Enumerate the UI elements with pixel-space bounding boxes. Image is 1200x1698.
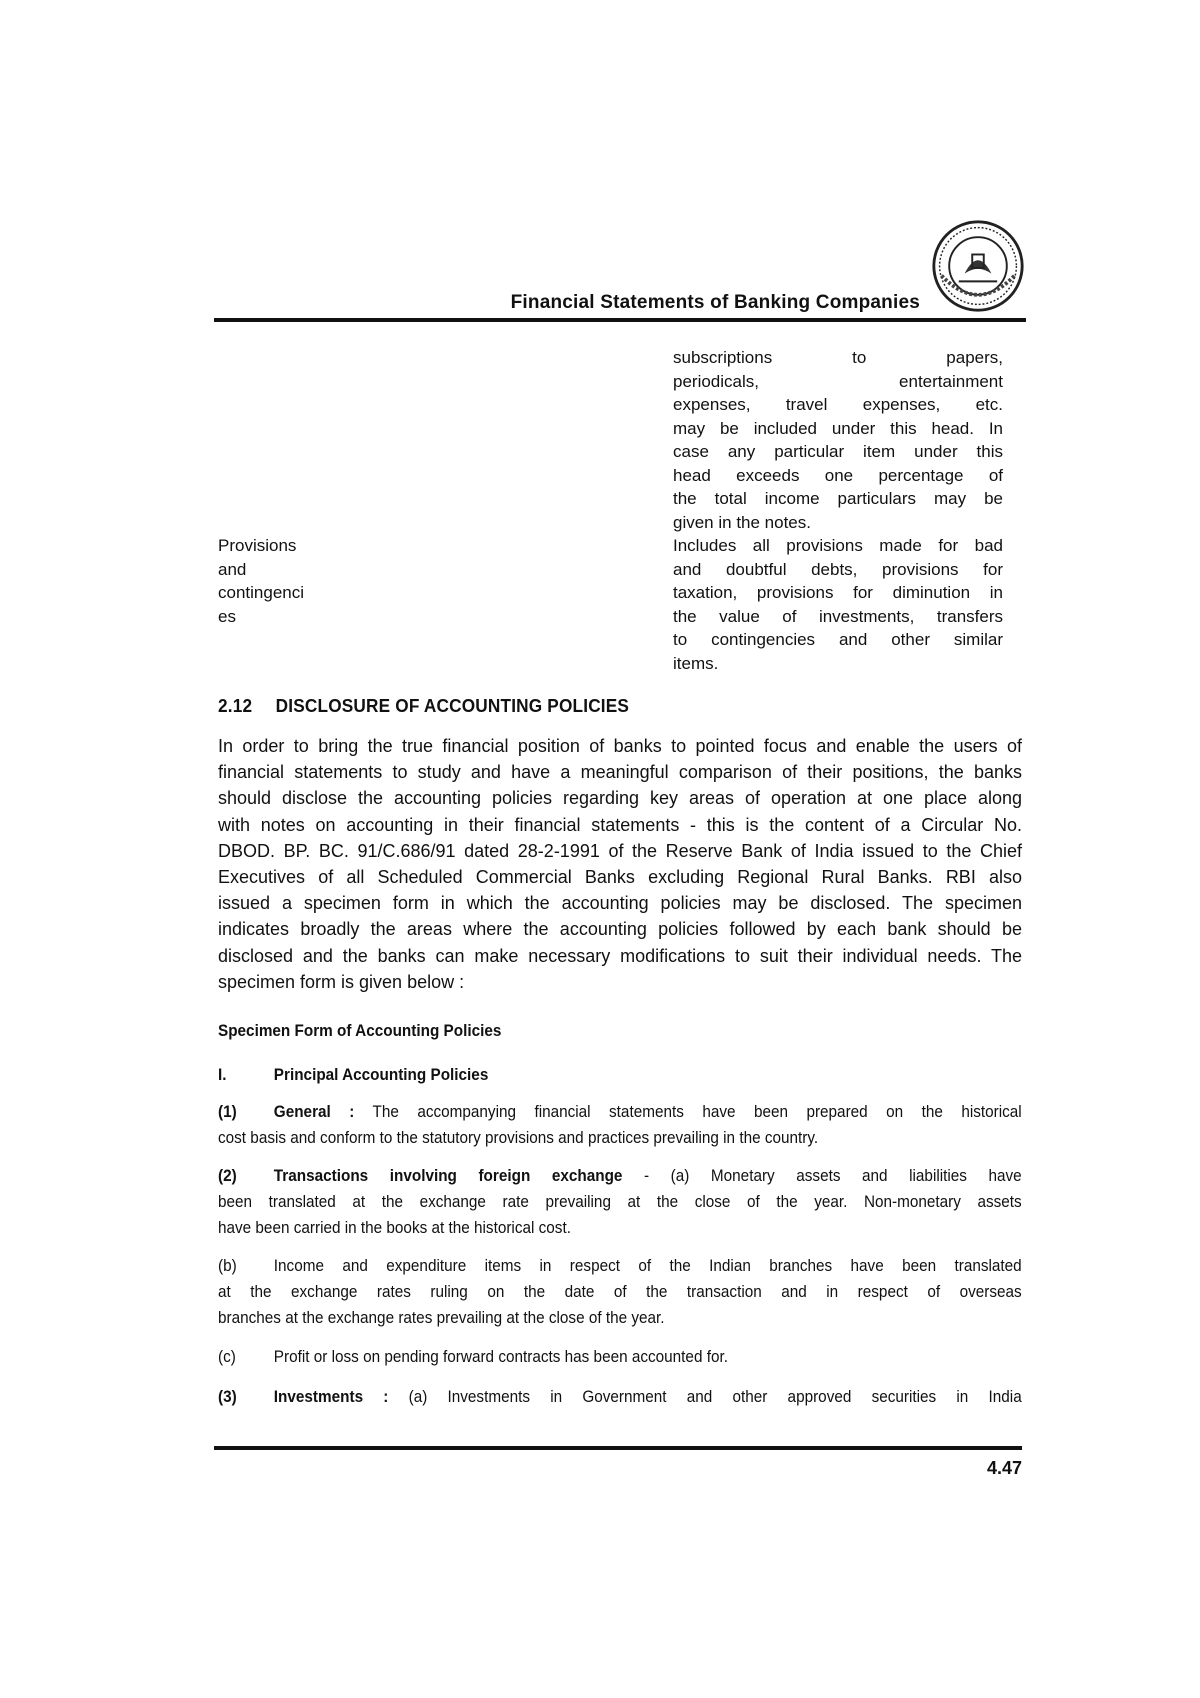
- running-header-title: Financial Statements of Banking Companies: [510, 292, 920, 313]
- paragraph-line: should disclose the accounting policies regarding key areas of operation at one place along: [218, 788, 1022, 809]
- paragraph-line: Executives of all Scheduled Commercial Banks excluding Regional Rural Banks. RBI also: [218, 867, 1022, 888]
- label-line: and: [218, 559, 247, 579]
- section-title: DISCLOSURE OF ACCOUNTING POLICIES: [275, 695, 630, 716]
- item-line: [218, 1344, 1022, 1370]
- item-text: The accompanying financial statements have been prepared on the historical: [372, 1102, 1022, 1121]
- paragraph-line: with notes on accounting in their financial statements - this is the content of a Circular No.: [218, 814, 1022, 835]
- description-line: case any particular item under this: [673, 442, 1003, 461]
- item-line: [218, 1163, 1022, 1189]
- table-row-label: [218, 534, 328, 628]
- footer-rule: [214, 1446, 1022, 1450]
- part-number: I.: [218, 1065, 227, 1084]
- label-line: Provisions: [218, 536, 297, 555]
- paragraph-line: issued a specimen form in which the accounting policies may be disclosed. The specimen: [218, 893, 1022, 914]
- item-text: - (a) Monetary assets and liabilities have: [622, 1166, 1022, 1185]
- section-paragraph: [218, 733, 1022, 995]
- paragraph-line: disclosed and the banks can make necessary modifications to suit their individual needs. The: [218, 945, 1022, 966]
- item-text: Profit or loss on pending forward contracts has been accounted for.: [273, 1347, 728, 1366]
- item-number: (3): [218, 1387, 237, 1406]
- table-description-column: [673, 346, 1003, 675]
- part-title: Principal Accounting Policies: [273, 1065, 489, 1084]
- paragraph-line: In order to bring the true financial position of banks to pointed focus and enable the users of: [218, 736, 1022, 756]
- item-label: Transactions involving foreign exchange: [273, 1166, 623, 1185]
- paragraph-line: DBOD. BP. BC. 91/C.686/91 dated 28-2-1991 of the Reserve Bank of India issued to the Chief: [218, 840, 1022, 861]
- item-number: (b): [218, 1256, 237, 1275]
- item-line: been translated at the exchange rate prevailing at the close of the year. Non-monetary assets: [218, 1192, 1022, 1212]
- item-foreign-exchange: [218, 1163, 1022, 1242]
- description-line: and doubtful debts, provisions for: [673, 559, 1003, 579]
- item-investments: [218, 1384, 1022, 1410]
- description-line: periodicals, entertainment: [673, 371, 1003, 391]
- item-number: (2): [218, 1166, 237, 1185]
- item-line: [218, 1384, 1022, 1410]
- description-line: items.: [673, 653, 719, 673]
- label-line: contingenci: [218, 583, 305, 602]
- item-general: [218, 1099, 1022, 1151]
- description-line: the total income particulars may be: [673, 489, 1003, 508]
- description-line: given in the notes.: [673, 512, 811, 532]
- paragraph-line: financial statements to study and have a meaningful comparison of their positions, the banks: [218, 762, 1022, 783]
- item-label: General :: [273, 1102, 355, 1121]
- item-number: (1): [218, 1102, 237, 1121]
- description-line: expenses, travel expenses, etc.: [673, 395, 1003, 414]
- description-line: subscriptions to papers,: [673, 348, 1003, 367]
- header-rule: [214, 318, 1026, 322]
- item-text: (a) Investments in Government and other approved securities in India: [388, 1387, 1022, 1406]
- section-heading: [218, 695, 966, 717]
- description-line: to contingencies and other similar: [673, 630, 1003, 649]
- description-line: head exceeds one percentage of: [673, 465, 1003, 485]
- item-line: [218, 1099, 1022, 1125]
- paragraph-line: indicates broadly the areas where the accounting policies followed by each bank should be: [218, 919, 1022, 940]
- description-line: may be included under this head. In: [673, 418, 1003, 438]
- section-number: 2.12: [218, 695, 253, 716]
- item-line: have been carried in the books at the historical cost.: [218, 1218, 571, 1238]
- item-forward-contracts: [218, 1344, 1022, 1370]
- description-line: taxation, provisions for diminution in: [673, 583, 1003, 602]
- item-line: cost basis and conform to the statutory provisions and practices prevailing in the country.: [218, 1128, 819, 1148]
- description-block-other-expenditure: [673, 346, 1003, 534]
- institute-seal-icon: [930, 218, 1026, 314]
- item-label: Investments :: [273, 1387, 389, 1406]
- specimen-title: Specimen Form of Accounting Policies: [218, 1021, 502, 1040]
- item-income-expenditure: [218, 1253, 1022, 1332]
- part-heading: [218, 1062, 1022, 1088]
- item-line: [218, 1253, 1022, 1279]
- page-number: 4.47: [986, 1458, 1022, 1478]
- description-line: Includes all provisions made for bad: [673, 536, 1003, 555]
- description-block-provisions: [673, 534, 1003, 675]
- label-line: es: [218, 606, 236, 626]
- item-text: Income and expenditure items in respect of the Indian branches have been translated: [273, 1256, 1022, 1275]
- item-line: branches at the exchange rates prevailing at the close of the year.: [218, 1308, 665, 1328]
- paragraph-line: specimen form is given below :: [218, 971, 465, 992]
- item-line: at the exchange rates ruling on the date of the transaction and in respect of overseas: [218, 1282, 1022, 1302]
- item-number: (c): [218, 1347, 236, 1366]
- description-line: the value of investments, transfers: [673, 606, 1003, 626]
